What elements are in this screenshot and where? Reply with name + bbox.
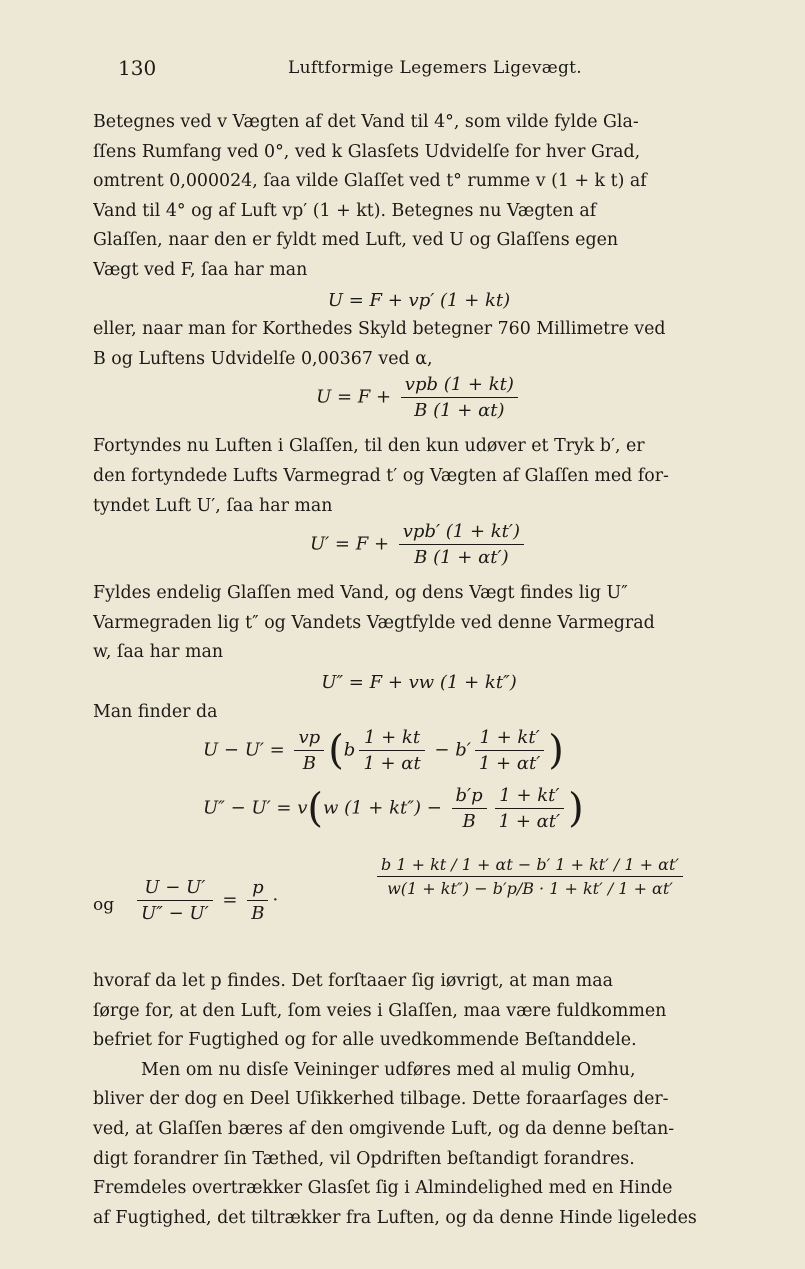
eq7-lhs	[137, 877, 213, 924]
eq7-coef-num: p	[247, 877, 268, 901]
equation-5	[93, 727, 745, 785]
eq3-lhs: U′ = F +	[309, 533, 395, 555]
text-line: Fremdeles overtrækker Glasſet ſig i Almindelighed med en Hinde	[93, 1178, 673, 1199]
text-line: Man finder da	[93, 701, 218, 722]
text-line: Fyldes endelig Glaſſen med Vand, og dens Vægt findes lig U″	[93, 583, 628, 604]
right-paren: )	[548, 727, 564, 774]
eq5-minus: − b′	[428, 739, 471, 761]
eq6-coef-num: b′p	[452, 785, 487, 809]
text-line: af Fugtighed, det tiltrækker fra Luften, og da denne Hinde ligeledes	[93, 1207, 697, 1228]
equation-2	[93, 374, 745, 432]
text-line: befriet for Fugtighed og for alle uvedkommende Beſtanddele.	[93, 1030, 637, 1051]
eq5-f1-den: 1 + αt	[363, 753, 421, 775]
text-line: ved, at Glaſſen bæres af den omgivende Luft, og da denne beſtan-	[93, 1119, 675, 1140]
eq5-frac1	[359, 727, 424, 774]
text-line: Varmegraden lig t″ og Vandets Vægtfylde ved denne Varmegrad	[93, 612, 655, 633]
eq5-f2-den: 1 + αt′	[478, 753, 541, 775]
page-number: 130	[118, 56, 157, 80]
eq6-f-num: 1 + kt′	[495, 785, 564, 809]
text-line: tyndet Luft U′, ſaa har man	[93, 495, 333, 516]
text-line: Glaſſen, naar den er fyldt med Luft, ved U og Glaſſens egen	[93, 230, 619, 251]
text-line: digt forandrer ſin Tæthed, vil Opdriften beſtandigt forandres.	[93, 1148, 635, 1169]
eq2-numerator: vpb (1 + kt)	[401, 374, 518, 398]
text-line: ſſens Rumfang ved 0°, ved k Glasſets Udvidelſe for hver Grad,	[93, 141, 641, 162]
eq7-big-den: w(1 + kt″) − b′p/B · 1 + kt′ / 1 + αt′	[387, 879, 673, 899]
text-line: Betegnes ved v Vægten af det Vand til 4°, som vilde fylde Gla-	[93, 112, 639, 132]
right-paren: )	[568, 785, 584, 832]
eq7-lhs-num: U − U′	[137, 877, 213, 901]
text-line: eller, naar man for Korthedes Skyld betegner 760 Millimetre ved	[93, 319, 666, 340]
eq6-coef-den: B	[462, 811, 476, 833]
eq5-f2-num: 1 + kt′	[475, 727, 544, 751]
running-title: Luftformige Legemers Ligevægt.	[288, 58, 583, 78]
text-line: Fortyndes nu Luften i Glaſſen, til den kun udøver et Tryk b′, er	[93, 436, 645, 457]
eq3-denominator: B (1 + αt′)	[414, 547, 509, 569]
eq5-b: b	[343, 739, 356, 761]
equation-3	[93, 521, 745, 579]
eq7-big-num: b 1 + kt / 1 + αt − b′ 1 + kt′ / 1 + αt′	[377, 855, 683, 877]
text-line: w, ſaa har man	[93, 642, 224, 663]
eq5-lhs: U − U′ =	[203, 739, 291, 761]
eq7-lhs-group	[133, 877, 278, 924]
eq6-lhs: U″ − U′ = v	[203, 797, 308, 819]
eq6-f-den: 1 + αt′	[498, 811, 561, 833]
eq7-dot: ·	[272, 889, 279, 911]
eq5-frac2	[475, 727, 544, 774]
page-header	[118, 56, 718, 84]
text-line: Men om nu disſe Veininger udføres med al mulig Omhu,	[141, 1059, 636, 1080]
eq5-coef-num: vp	[294, 727, 324, 751]
left-paren: (	[307, 785, 323, 832]
page-body	[93, 108, 745, 1233]
eq2-fraction	[401, 374, 518, 421]
text-line: hvoraf da let p findes. Det forſtaaer ſig iøvrigt, at man maa	[93, 971, 613, 992]
text-line: bliver der dog en Deel Uſikkerhed tilbage. Dette foraarſages der-	[93, 1089, 669, 1110]
eq7-big-fraction	[377, 855, 683, 898]
text-line: den fortyndede Lufts Varmegrad t′ og Vægten af Glaſſen med for-	[93, 465, 669, 486]
eq6-coef	[452, 785, 487, 832]
eq7-coef-den: B	[251, 903, 265, 925]
text-line: omtrent 0,000024, ſaa vilde Glaſſet ved t° rumme v (1 + k t) af	[93, 171, 647, 192]
eq3-fraction	[399, 521, 524, 568]
text-line: Vægt ved F, ſaa har man	[93, 259, 308, 280]
eq2-denominator: B (1 + αt)	[414, 400, 505, 422]
equation-4: U″ = F + vw (1 + kt″)	[321, 671, 517, 693]
eq7-og: og	[93, 895, 115, 916]
left-paren: (	[328, 727, 344, 774]
equation-1: U = F + vp′ (1 + kt)	[327, 289, 511, 311]
eq7-lhs-den: U″ − U′	[141, 903, 209, 925]
text-line: ſørge for, at den Luft, ſom veies i Glaſſen, maa være fuldkommen	[93, 1000, 667, 1021]
eq7-equals: =	[216, 889, 244, 911]
equation-6	[93, 785, 745, 847]
eq7-coef	[247, 877, 268, 924]
eq6-inner: w (1 + kt″) −	[322, 797, 448, 819]
eq3-numerator: vpb′ (1 + kt′)	[399, 521, 524, 545]
equation-7	[93, 847, 745, 967]
eq5-f1-num: 1 + kt	[359, 727, 424, 751]
eq6-frac	[495, 785, 564, 832]
text-line: Vand til 4° og af Luft vp′ (1 + kt). Betegnes nu Vægten af	[93, 200, 597, 221]
eq2-lhs: U = F +	[316, 386, 397, 408]
eq5-coef	[294, 727, 324, 774]
eq5-coef-den: B	[302, 753, 316, 775]
text-line: B og Luftens Udvidelſe 0,00367 ved α,	[93, 348, 433, 369]
